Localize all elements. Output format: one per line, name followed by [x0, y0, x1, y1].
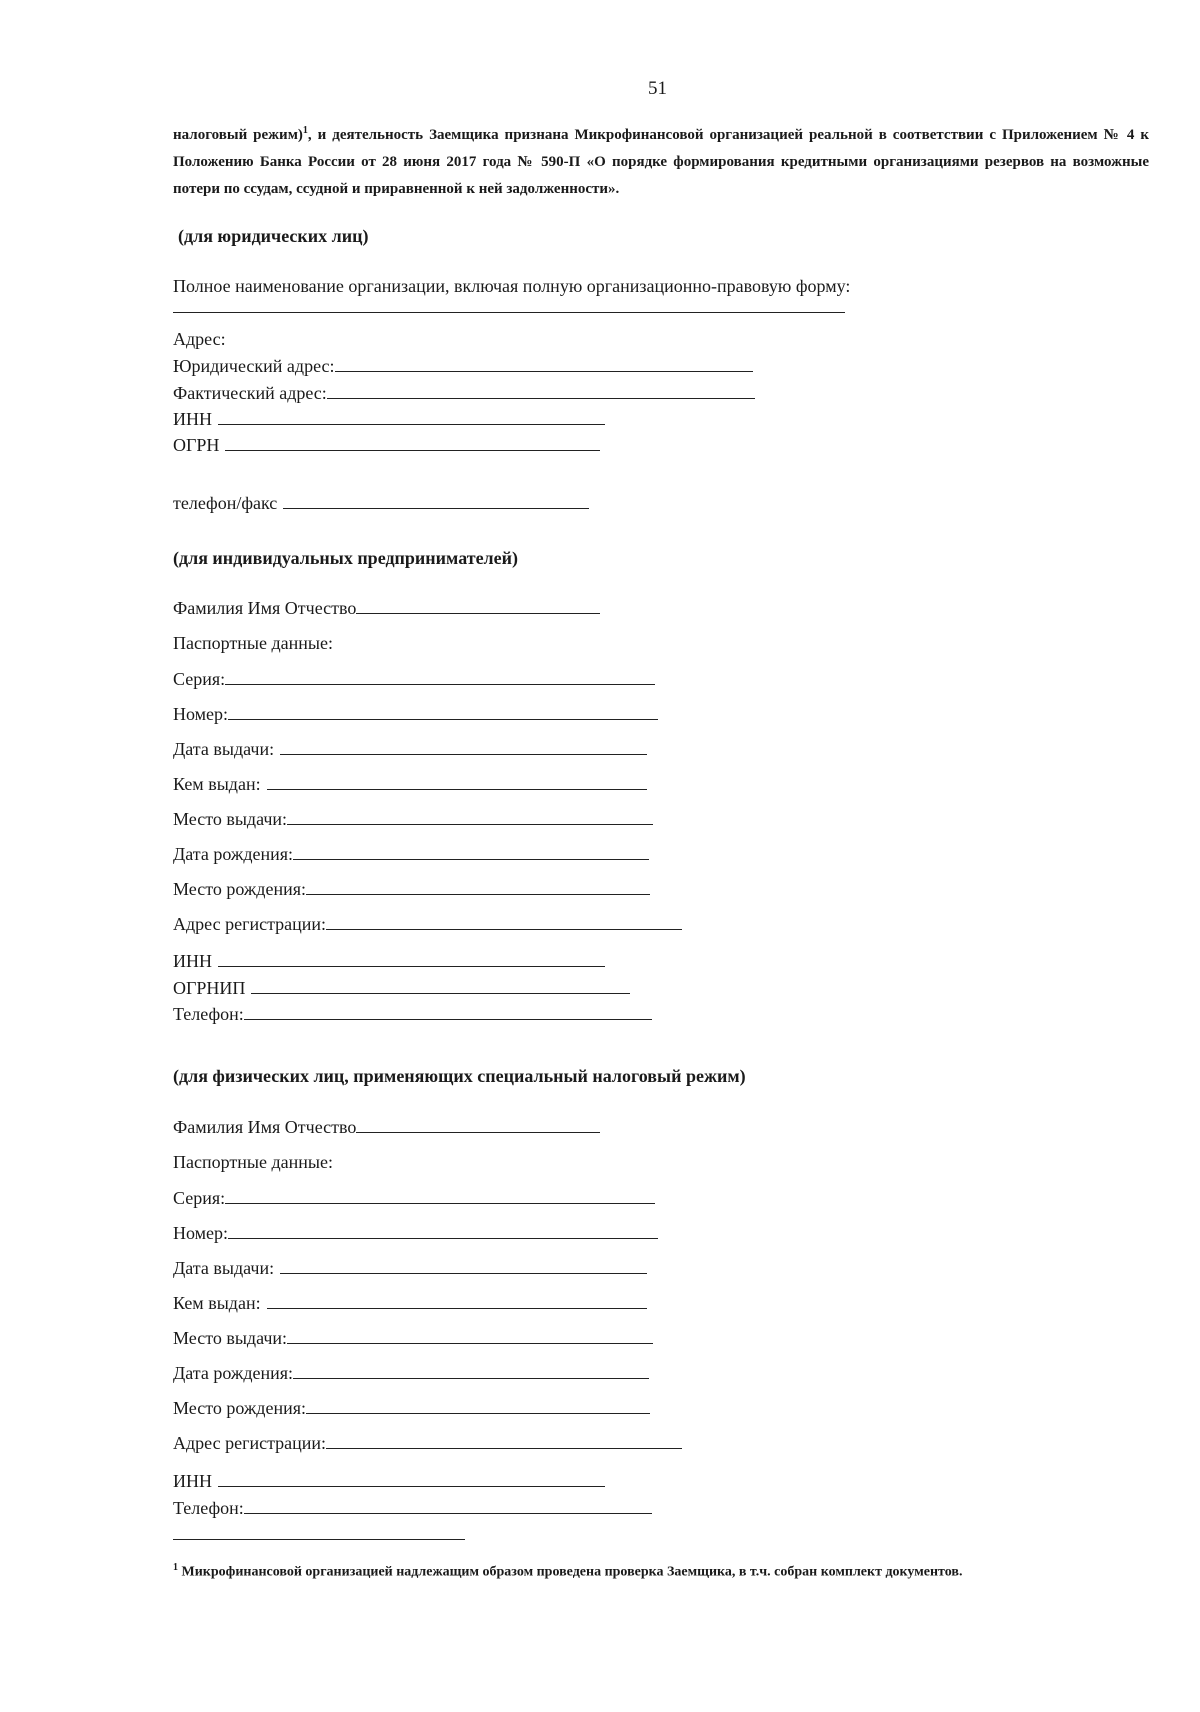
fl-birth-place-row	[173, 1398, 650, 1419]
footnote-reference: 1	[302, 125, 308, 136]
ip-passport-label: Паспортные данные:	[173, 633, 333, 653]
ip-issue-place-label: Место выдачи:	[173, 809, 288, 829]
fl-fio-row	[173, 1117, 600, 1138]
ip-reg-address-label: Адрес регистрации:	[173, 914, 327, 934]
phone-fax-label: телефон/факс	[173, 493, 278, 513]
ip-phone-label: Телефон:	[173, 1004, 244, 1024]
legal-inn-label: ИНН	[173, 409, 212, 429]
fl-issue-place-field[interactable]	[287, 1342, 653, 1344]
footnote-text: Микрофинансовой организацией надлежащим образом проведена проверка Заемщика, в т.ч. собран комплект документов.	[178, 1564, 963, 1580]
fl-inn-label: ИНН	[173, 1471, 212, 1491]
ip-birth-date-label: Дата рождения:	[173, 844, 294, 864]
intro-text-end: , и деятельность Заемщика признана Микрофинансовой организацией реальной в соответствии с Приложением № 4 к Положению Банка России от 28 июня 2017 года № 590-П «О порядке формирования кредитными организациями резервов на возможные потери по ссудам, ссудной и приравненной к ней задолженности».	[173, 127, 1149, 197]
ip-birth-date-field[interactable]	[293, 858, 649, 860]
ip-issued-by-row	[173, 774, 647, 795]
page-number: 51	[648, 78, 667, 99]
entrepreneurs-heading: (для индивидуальных предпринимателей)	[173, 548, 519, 568]
footnote	[173, 1562, 962, 1581]
phone-fax-row	[173, 493, 589, 514]
ip-phone-row	[173, 1004, 652, 1025]
fl-birth-date-field[interactable]	[293, 1377, 649, 1379]
legal-inn-field[interactable]	[218, 423, 605, 425]
ogrn-field[interactable]	[225, 449, 600, 451]
ip-reg-address-row	[173, 914, 682, 935]
fl-number-field[interactable]	[228, 1237, 658, 1239]
fl-number-label: Номер:	[173, 1223, 229, 1243]
ip-issue-date-label: Дата выдачи:	[173, 739, 275, 759]
fl-issued-by-field[interactable]	[267, 1307, 647, 1309]
legal-address-field[interactable]	[335, 370, 753, 372]
intro-text-start: налоговый режим)	[173, 127, 303, 143]
fl-inn-field[interactable]	[218, 1485, 605, 1487]
legal-entities-heading: (для юридических лиц)	[178, 226, 369, 246]
ip-number-label: Номер:	[173, 704, 229, 724]
org-name-field[interactable]	[173, 312, 845, 313]
ip-reg-address-field[interactable]	[326, 928, 682, 930]
ogrnip-field[interactable]	[251, 992, 630, 994]
fl-issue-place-label: Место выдачи:	[173, 1328, 288, 1348]
ip-number-row	[173, 704, 658, 725]
fl-series-row	[173, 1188, 655, 1209]
ogrnip-label: ОГРНИП	[173, 978, 246, 998]
ogrn-label: ОГРН	[173, 435, 220, 455]
self-employed-heading: (для физических лиц, применяющих специальный налоговый режим)	[173, 1066, 746, 1086]
ip-birth-place-row	[173, 879, 650, 900]
ip-phone-field[interactable]	[244, 1018, 652, 1020]
fl-issued-by-row	[173, 1293, 647, 1314]
actual-address-label: Фактический адрес:	[173, 383, 327, 403]
fl-fio-label: Фамилия Имя Отчество	[173, 1117, 357, 1137]
ip-inn-row	[173, 951, 605, 972]
ip-series-row	[173, 669, 655, 690]
ip-birth-date-row	[173, 844, 649, 865]
fl-issued-by-label: Кем выдан:	[173, 1293, 261, 1313]
actual-address-field[interactable]	[327, 397, 755, 399]
fl-birth-place-field[interactable]	[306, 1412, 650, 1414]
org-name-label: Полное наименование организации, включая полную организационно-правовую форму:	[173, 276, 851, 296]
ip-issue-date-field[interactable]	[280, 753, 647, 755]
footnote-separator	[173, 1539, 465, 1540]
fl-phone-field[interactable]	[244, 1512, 652, 1514]
address-label: Адрес:	[173, 329, 226, 349]
legal-address-label: Юридический адрес:	[173, 356, 335, 376]
fl-reg-address-label: Адрес регистрации:	[173, 1433, 327, 1453]
fl-birth-place-label: Место рождения:	[173, 1398, 307, 1418]
fl-issue-date-label: Дата выдачи:	[173, 1258, 275, 1278]
phone-fax-field[interactable]	[283, 507, 589, 509]
legal-inn-row	[173, 409, 605, 430]
fl-reg-address-row	[173, 1433, 682, 1454]
ip-inn-field[interactable]	[218, 965, 605, 967]
fl-inn-row	[173, 1471, 605, 1492]
legal-address-row	[173, 356, 753, 377]
ip-birth-place-label: Место рождения:	[173, 879, 307, 899]
actual-address-row	[173, 383, 755, 404]
fl-passport-label: Паспортные данные:	[173, 1152, 333, 1172]
fl-birth-date-row	[173, 1363, 649, 1384]
ip-number-field[interactable]	[228, 718, 658, 720]
ip-fio-field[interactable]	[356, 612, 600, 614]
ip-series-label: Серия:	[173, 669, 226, 689]
fl-phone-label: Телефон:	[173, 1498, 244, 1518]
fl-series-label: Серия:	[173, 1188, 226, 1208]
fl-issue-date-field[interactable]	[280, 1272, 647, 1274]
ip-issued-by-field[interactable]	[267, 788, 647, 790]
ip-issue-place-row	[173, 809, 653, 830]
fl-issue-date-row	[173, 1258, 647, 1279]
fl-issue-place-row	[173, 1328, 653, 1349]
ip-issue-date-row	[173, 739, 647, 760]
fl-phone-row	[173, 1498, 652, 1519]
ip-inn-label: ИНН	[173, 951, 212, 971]
fl-series-field[interactable]	[225, 1202, 655, 1204]
ogrn-row	[173, 435, 600, 456]
ip-series-field[interactable]	[225, 683, 655, 685]
ip-issue-place-field[interactable]	[287, 823, 653, 825]
footnote-mark: 1	[173, 1562, 178, 1573]
ogrnip-row	[173, 978, 630, 999]
fl-fio-field[interactable]	[356, 1131, 600, 1133]
ip-birth-place-field[interactable]	[306, 893, 650, 895]
fl-birth-date-label: Дата рождения:	[173, 1363, 294, 1383]
intro-paragraph	[173, 117, 1149, 203]
ip-issued-by-label: Кем выдан:	[173, 774, 261, 794]
fl-number-row	[173, 1223, 658, 1244]
fl-reg-address-field[interactable]	[326, 1447, 682, 1449]
ip-fio-label: Фамилия Имя Отчество	[173, 598, 357, 618]
ip-fio-row	[173, 598, 600, 619]
